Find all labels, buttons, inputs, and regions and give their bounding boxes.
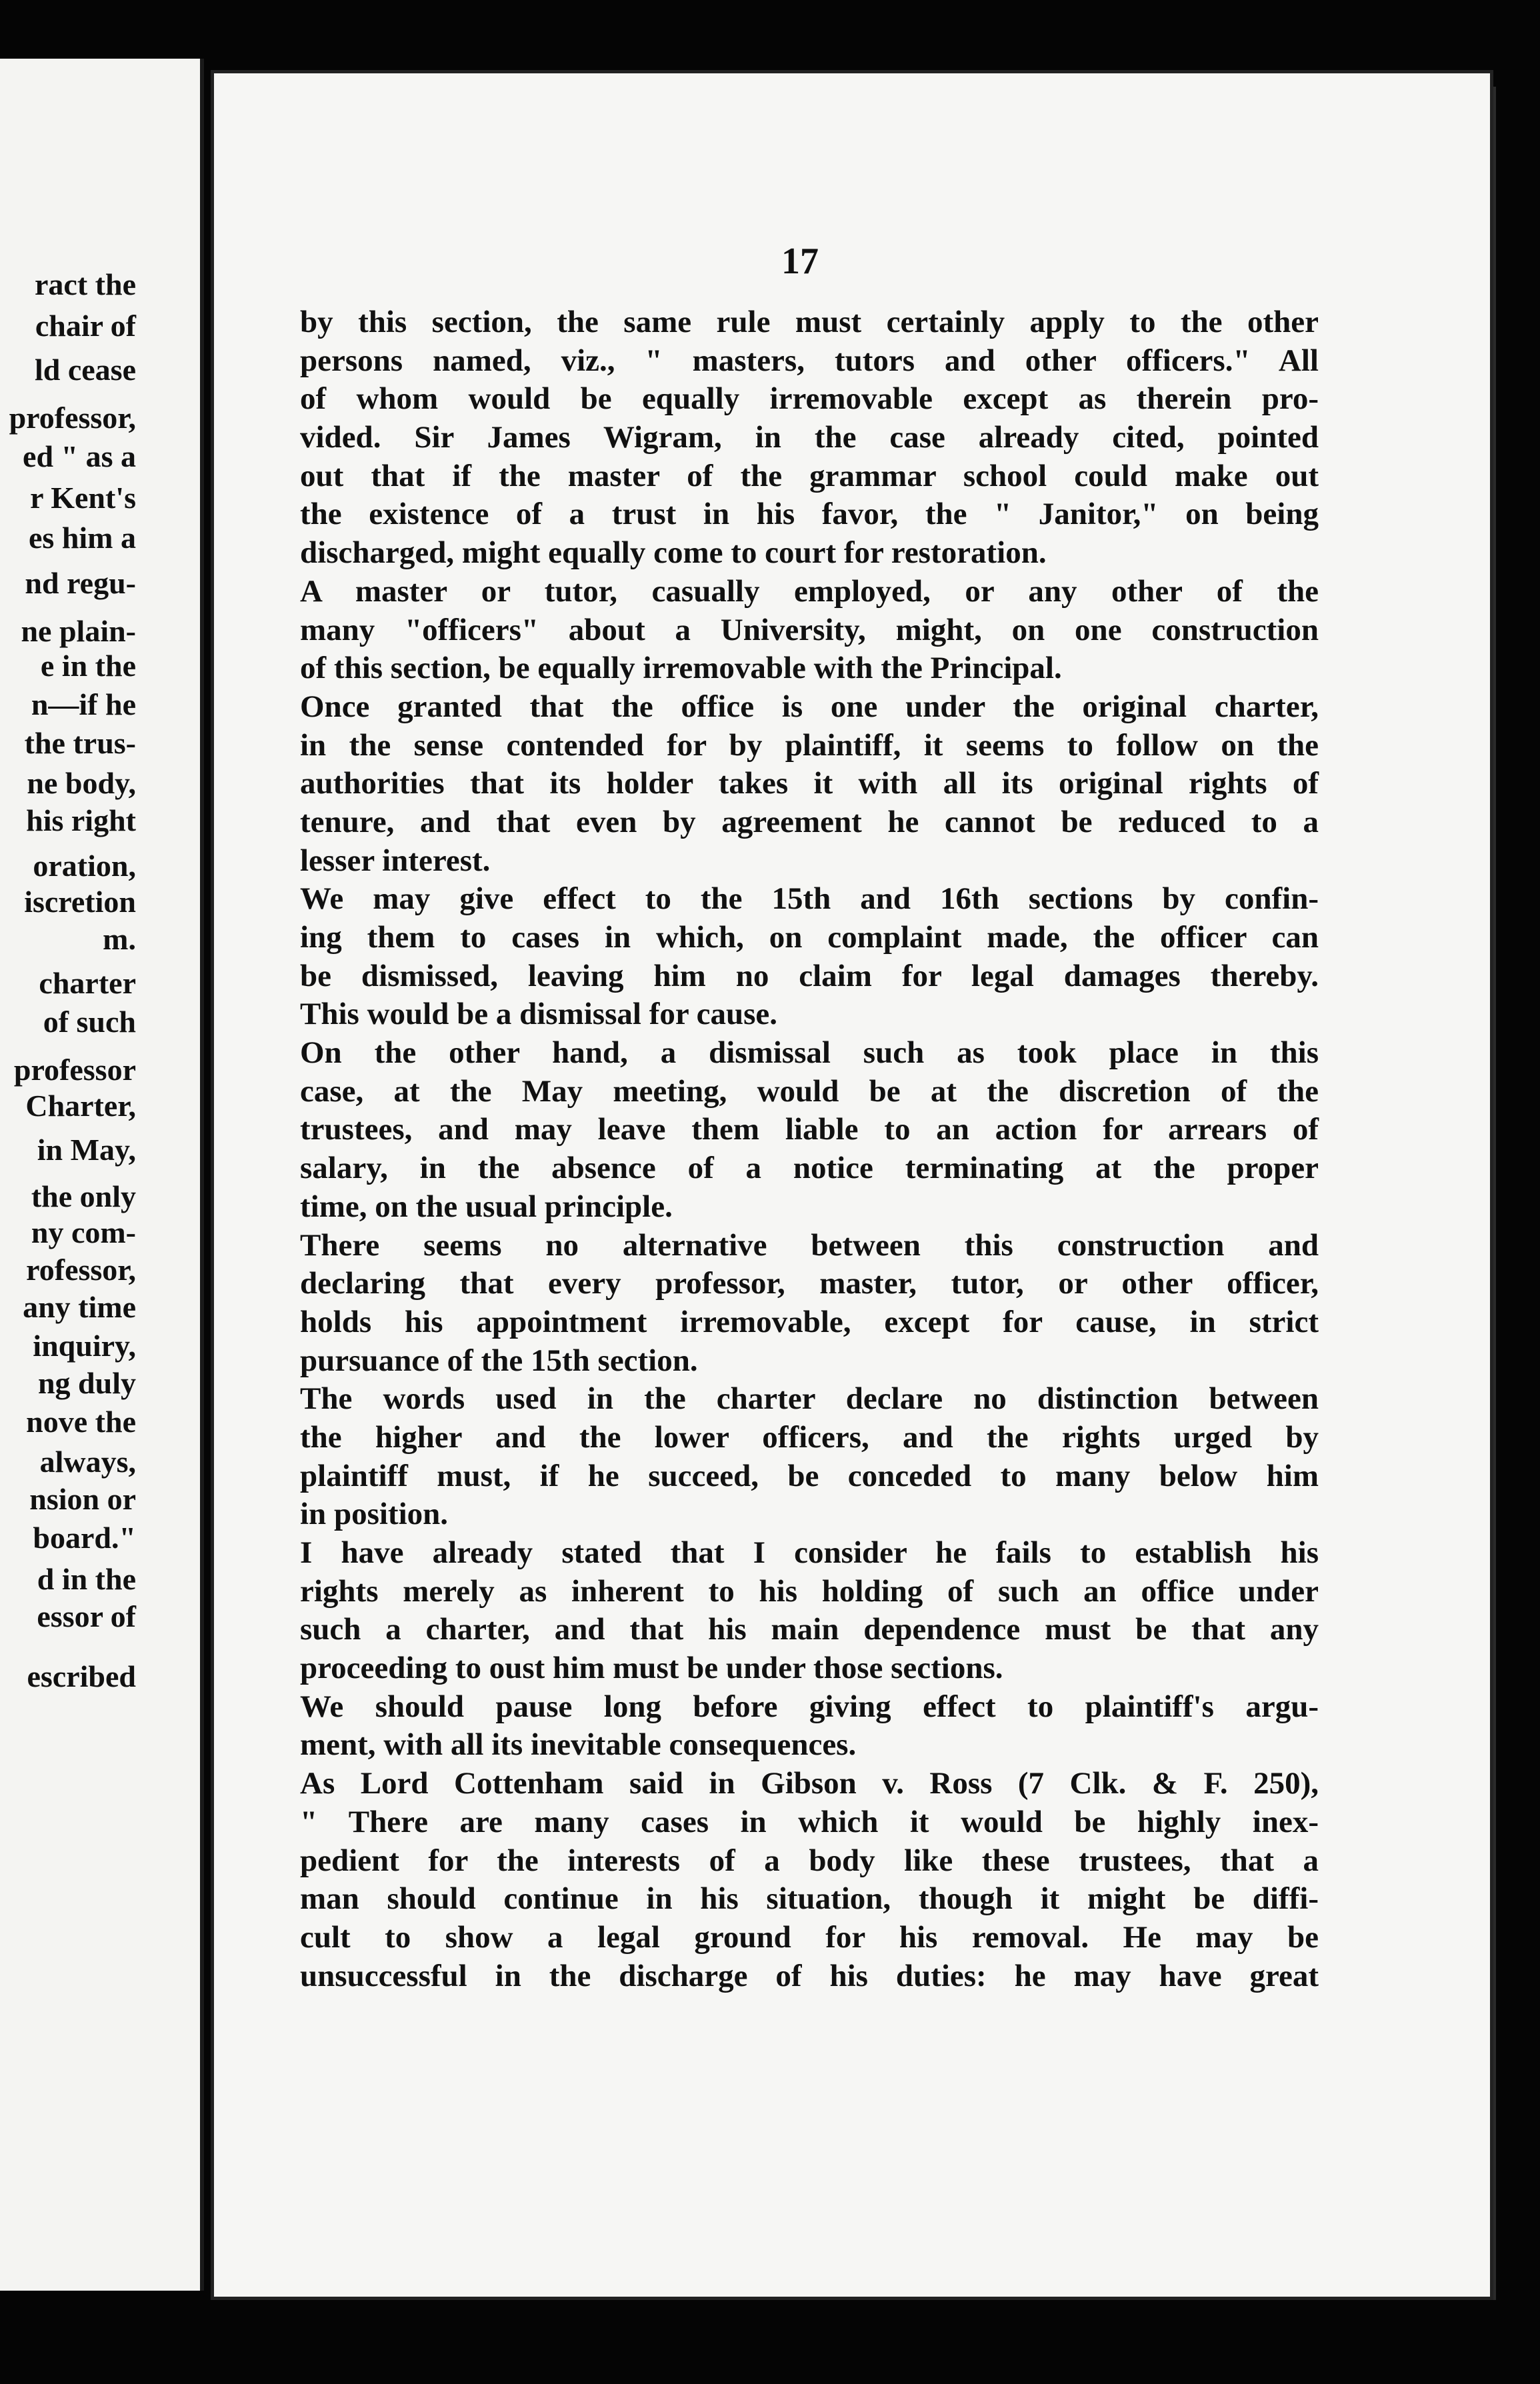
previous-page-line: r Kent's	[30, 481, 136, 515]
previous-page-line: nove the	[26, 1405, 136, 1439]
page-number: 17	[781, 241, 819, 282]
previous-page-line: chair of	[35, 309, 136, 343]
text-line: be dismissed, leaving him no claim for legal damages thereby.	[300, 958, 1319, 993]
text-line: I have already stated that I consider he fails to establish his	[300, 1535, 1319, 1570]
text-line: rights merely as inherent to his holding of such an office under	[300, 1573, 1319, 1609]
text-line: There seems no alternative between this construction and	[300, 1227, 1319, 1263]
text-line: lesser interest.	[300, 843, 491, 878]
text-line: As Lord Cottenham said in Gibson v. Ross (7 Clk. & F. 250),	[300, 1766, 1319, 1801]
text-line: We should pause long before giving effect to plaintiff's argu-	[300, 1689, 1319, 1724]
text-line: On the other hand, a dismissal such as took place in this	[300, 1035, 1319, 1071]
text-line: declaring that every professor, master, tutor, or other officer,	[300, 1266, 1319, 1301]
text-line: A master or tutor, casually employed, or any other of the	[300, 573, 1319, 609]
previous-page-line: Charter,	[25, 1089, 136, 1123]
previous-page-line: oration,	[33, 849, 136, 883]
text-line: Once granted that the office is one under the original charter,	[300, 689, 1319, 724]
previous-page-line: professor,	[9, 401, 136, 435]
previous-page-line: ng duly	[37, 1366, 136, 1400]
text-line: cult to show a legal ground for his removal. He may be	[300, 1919, 1319, 1955]
text-line: " There are many cases in which it would be highly inex-	[300, 1804, 1319, 1839]
text-line: pedient for the interests of a body like these trustees, that a	[300, 1843, 1319, 1878]
previous-page-line: ne plain-	[21, 614, 136, 648]
text-line: This would be a dismissal for cause.	[300, 997, 778, 1032]
text-line: ment, with all its inevitable consequences.	[300, 1727, 857, 1763]
text-line: in the sense contended for by plaintiff, it seems to follow on the	[300, 727, 1319, 763]
text-line: The words used in the charter declare no distinction between	[300, 1381, 1319, 1417]
previous-page-line: ract the	[35, 267, 136, 301]
previous-page-line: es him a	[29, 521, 136, 555]
text-line: many "officers" about a University, might, on one construction	[300, 612, 1319, 647]
previous-page-margin	[0, 59, 204, 2291]
previous-page-line: ed " as a	[23, 439, 136, 473]
previous-page-line: escribed	[27, 1659, 136, 1693]
previous-page-line: inquiry,	[33, 1329, 136, 1363]
text-line: the existence of a trust in his favor, the " Janitor," on being	[300, 497, 1319, 532]
text-line: of this section, be equally irremovable with the Principal.	[300, 651, 1062, 686]
text-line: persons named, viz., " masters, tutors and other officers." All	[300, 343, 1319, 378]
text-line: man should continue in his situation, though it might be diffi-	[300, 1881, 1319, 1917]
text-line: such a charter, and that his main dependence must be that any	[300, 1612, 1319, 1647]
text-line: of whom would be equally irremovable except as therein pro-	[300, 381, 1319, 417]
previous-page-line: charter	[39, 966, 136, 1000]
previous-page-line: ld cease	[34, 353, 136, 387]
text-line: the higher and the lower officers, and the rights urged by	[300, 1419, 1319, 1455]
previous-page-line: nsion or	[29, 1482, 136, 1516]
text-line: trustees, and may leave them liable to an action for arrears of	[300, 1112, 1319, 1147]
text-line: vided. Sir James Wigram, in the case already cited, pointed	[300, 420, 1319, 455]
text-line: proceeding to oust him must be under those sections.	[300, 1651, 1003, 1686]
text-line: discharged, might equally come to court for restoration.	[300, 535, 1047, 571]
previous-page-line: nd regu-	[25, 566, 136, 600]
previous-page-line: the only	[31, 1179, 136, 1213]
text-line: time, on the usual principle.	[300, 1189, 673, 1224]
text-line: We may give effect to the 15th and 16th sections by confin-	[300, 881, 1319, 917]
text-line: by this section, the same rule must certainly apply to the other	[300, 305, 1319, 339]
previous-page-line: d in the	[37, 1562, 136, 1596]
text-line: salary, in the absence of a notice terminating at the proper	[300, 1151, 1319, 1186]
text-line: ing them to cases in which, on complaint made, the officer can	[300, 920, 1319, 955]
text-line: case, at the May meeting, would be at the discretion of the	[300, 1073, 1319, 1109]
text-line: plaintiff must, if he succeed, be conceded to many below him	[300, 1458, 1319, 1493]
text-line: holds his appointment irremovable, except for cause, in strict	[300, 1304, 1319, 1339]
previous-page-line: in May,	[37, 1133, 136, 1167]
previous-page-line: board."	[33, 1521, 136, 1555]
previous-page-line: n—if he	[31, 687, 136, 721]
previous-page-line: of such	[43, 1005, 136, 1039]
previous-page-line: rofessor,	[26, 1253, 136, 1287]
previous-page-line: e in the	[40, 649, 136, 683]
body-text	[300, 303, 1319, 1995]
previous-page-line: professor	[13, 1053, 136, 1087]
previous-page-line: his right	[26, 803, 136, 837]
previous-page-line: ny com-	[31, 1215, 136, 1249]
previous-page-line: iscretion	[24, 885, 136, 919]
text-line: authorities that its holder takes it with all its original rights of	[300, 766, 1319, 801]
text-line: in position.	[300, 1497, 449, 1532]
previous-page-line: m.	[103, 922, 136, 956]
previous-page-line: ne body,	[27, 766, 136, 800]
text-line: tenure, and that even by agreement he cannot be reduced to a	[300, 804, 1319, 839]
text-line: out that if the master of the grammar school could make out	[300, 458, 1319, 493]
text-line: pursuance of the 15th section.	[300, 1343, 698, 1378]
previous-page-line: essor of	[37, 1599, 136, 1633]
previous-page-line: always,	[39, 1445, 136, 1479]
text-line: unsuccessful in the discharge of his duties: he may have great	[300, 1958, 1319, 1993]
previous-page-line: the trus-	[24, 726, 136, 760]
previous-page-line: any time	[23, 1290, 136, 1324]
